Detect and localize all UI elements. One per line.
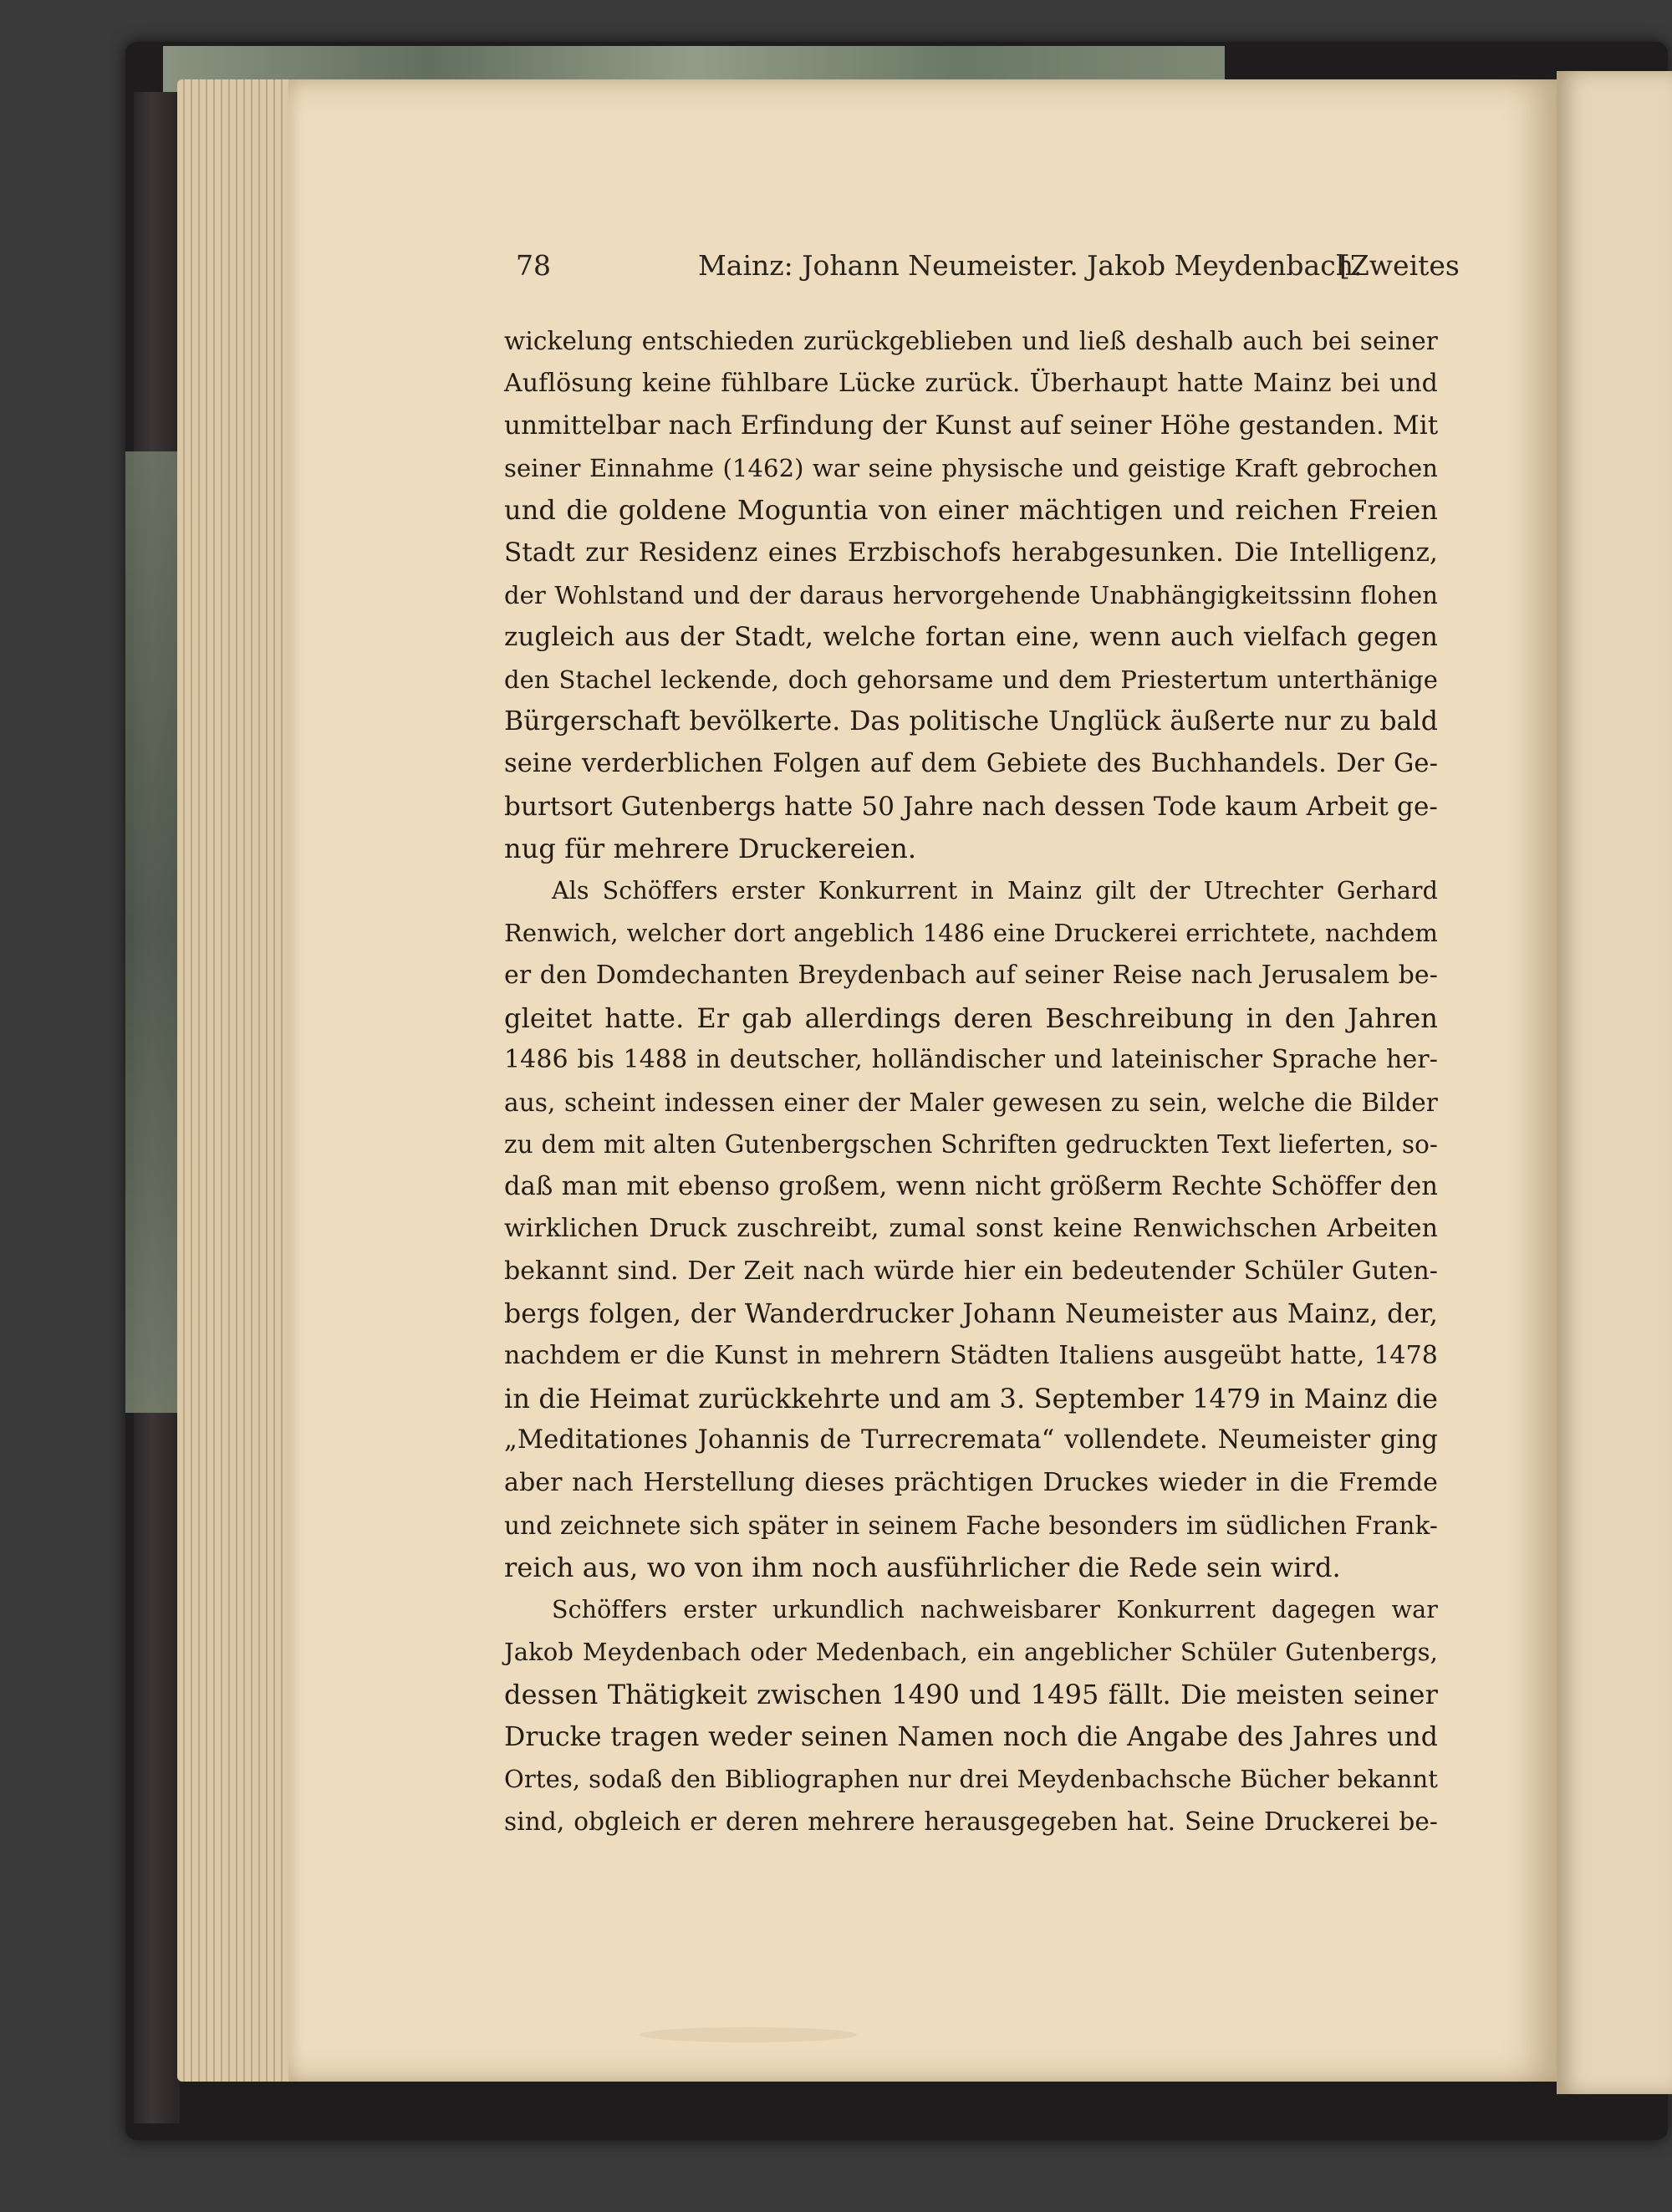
paragraph-start-line: Schöffers erster urkundlich nachweisbarer Konkurrent dagegen war xyxy=(552,1595,1438,1623)
text-line: zu dem mit alten Gutenbergschen Schriften gedruckten Text lieferten, so- xyxy=(504,1130,1438,1160)
text-line: bekannt sind. Der Zeit nach würde hier ein bedeutender Schüler Guten- xyxy=(504,1256,1438,1287)
text-line: Bürgerschaft bevölkerte. Das politische Unglück äußerte nur zu bald xyxy=(504,706,1438,737)
text-line: unmittelbar nach Erfindung der Kunst auf seiner Höhe gestanden. Mit xyxy=(504,410,1439,441)
text-line: Ortes, sodaß den Bibliographen nur drei Meydenbachsche Bücher bekannt xyxy=(504,1765,1438,1794)
text-line: in die Heimat zurückkehrte und am 3. September 1479 in Mainz die xyxy=(504,1382,1438,1414)
facing-page-edge xyxy=(1557,71,1672,2094)
text-line: aus, scheint indessen einer der Maler gewesen zu sein, welche die Bilder xyxy=(504,1088,1438,1117)
text-line: Stadt zur Residenz eines Erzbischofs herabgesunken. Die Intelligenz, xyxy=(504,537,1438,568)
text-line: nachdem er die Kunst in mehrern Städten Italiens ausgeübt hatte, 1478 xyxy=(504,1341,1438,1371)
running-head-section: [Zweites xyxy=(1339,249,1460,282)
text-line: gleitet hatte. Er gab allerdings deren Beschreibung in den Jahren xyxy=(504,1002,1438,1034)
text-line: Drucke tragen weder seinen Namen noch die Angabe des Jahres und xyxy=(504,1721,1438,1752)
text-line: zugleich aus der Stadt, welche fortan eine, wenn auch vielfach gegen xyxy=(504,622,1438,653)
body-text xyxy=(504,320,1438,1842)
text-line: burtsort Gutenbergs hatte 50 Jahre nach dessen Tode kaum Arbeit ge- xyxy=(504,791,1438,822)
text-line: bergs folgen, der Wanderdrucker Johann Neumeister aus Mainz, der, xyxy=(504,1298,1438,1329)
marbled-endpaper-side xyxy=(125,451,184,1413)
text-line: und die goldene Moguntia von einer mächtigen und reichen Freien xyxy=(504,494,1438,527)
running-head-title: Mainz: Johann Neumeister. Jakob Meydenbach. xyxy=(698,249,1363,282)
paragraph-start-line: Als Schöffers erster Konkurrent in Mainz gilt der Utrechter Gerhard xyxy=(552,876,1438,905)
page-number: 78 xyxy=(516,249,551,282)
text-line: dessen Thätigkeit zwischen 1490 und 1495 fällt. Die meisten seiner xyxy=(504,1679,1438,1710)
text-line: der Wohlstand und der daraus hervorgehende Unabhängigkeitssinn flohen xyxy=(504,580,1438,609)
text-line: 1486 bis 1488 in deutscher, holländischer und lateinischer Sprache her- xyxy=(504,1045,1438,1075)
paragraph-end-line: reich aus, wo von ihm noch ausführlicher die Rede sein wird. xyxy=(504,1552,1341,1584)
text-line: daß man mit ebenso großem, wenn nicht größerm Rechte Schöffer den xyxy=(504,1171,1438,1201)
paper-stain xyxy=(640,2027,857,2042)
text-line: und zeichnete sich später in seinem Fache besonders im südlichen Frank- xyxy=(504,1511,1438,1540)
page-stack-edges xyxy=(177,79,303,2082)
text-line: sind, obgleich er deren mehrere herausgegeben hat. Seine Druckerei be- xyxy=(504,1807,1438,1836)
text-line: seine verderblichen Folgen auf dem Gebiete des Buchhandels. Der Ge- xyxy=(504,748,1438,778)
running-head xyxy=(516,249,1460,299)
text-line: Jakob Meydenbach oder Medenbach, ein angeblicher Schüler Gutenbergs, xyxy=(504,1638,1438,1667)
text-line: „Meditationes Johannis de Turrecremata“ vollendete. Neumeister ging xyxy=(504,1425,1438,1455)
text-line: den Stachel leckende, doch gehorsame und dem Priestertum unterthänige xyxy=(504,665,1438,694)
text-line: er den Domdechanten Breydenbach auf seiner Reise nach Jerusalem be- xyxy=(504,960,1438,990)
text-line: Renwich, welcher dort angeblich 1486 eine Druckerei errichtete, nachdem xyxy=(504,919,1438,948)
text-line: wickelung entschieden zurückgeblieben und ließ deshalb auch bei seiner xyxy=(504,327,1438,355)
paragraph-end-line: nug für mehrere Druckereien. xyxy=(504,833,917,865)
text-line: aber nach Herstellung dieses prächtigen Druckes wieder in die Fremde xyxy=(504,1468,1438,1498)
text-line: wirklichen Druck zuschreibt, zumal sonst keine Renwichschen Arbeiten xyxy=(504,1214,1438,1244)
text-line: Auflösung keine fühlbare Lücke zurück. Überhaupt hatte Mainz bei und xyxy=(504,368,1438,398)
text-line: seiner Einnahme (1462) war seine physische und geistige Kraft gebrochen xyxy=(504,453,1438,482)
